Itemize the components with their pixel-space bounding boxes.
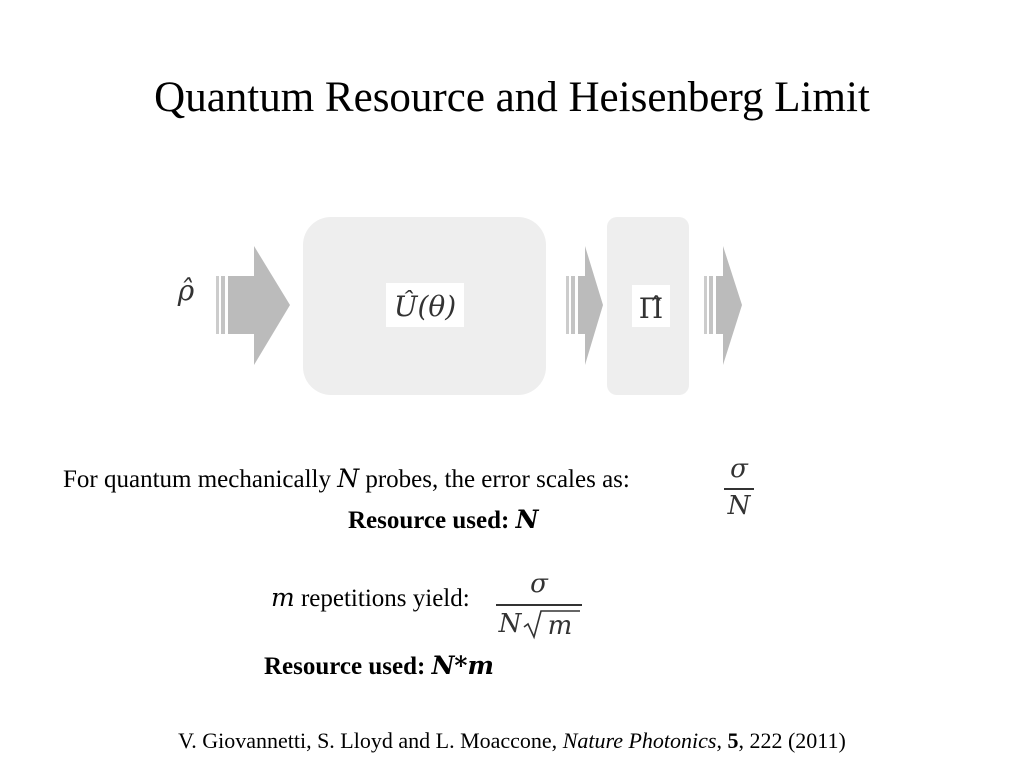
fraction-bar [724, 488, 754, 490]
citation-rest: , 222 (2011) [738, 728, 846, 753]
repetitions-suffix: repetitions yield: [294, 585, 470, 612]
fraction-numerator: σ [530, 569, 548, 599]
fraction-numerator: σ [730, 454, 748, 484]
repetitions-var: m [271, 583, 295, 612]
citation-sep: , [716, 728, 728, 753]
unitary-label: Û(θ) [393, 290, 457, 323]
resource-label: Resource used: [348, 507, 516, 534]
input-arrow [216, 246, 290, 365]
probe-count-var: N [337, 464, 360, 493]
fraction-denominator-m: m [547, 611, 573, 641]
measurement-label: Π̂ [638, 292, 664, 325]
fraction-denominator-n: N [498, 609, 522, 639]
resource-label: Resource used: [264, 653, 432, 680]
statement-prefix: For quantum mechanically [63, 466, 338, 493]
heisenberg-fraction [722, 454, 756, 524]
citation-authors: V. Giovannetti, S. Lloyd and L. Moaccone, [178, 728, 563, 753]
resource-value: N*m [431, 651, 494, 680]
resource-used-nm [264, 651, 494, 682]
repetitions-statement [271, 583, 470, 614]
middle-arrow [566, 246, 603, 365]
fraction-denominator: N [727, 491, 751, 521]
statement-suffix: probes, the error scales as: [359, 466, 630, 493]
citation [0, 727, 1024, 755]
citation-volume: 5 [727, 728, 739, 753]
resource-value: N [515, 505, 539, 534]
output-arrow [704, 246, 742, 365]
slide-title: Quantum Resource and Heisenberg Limit [154, 74, 870, 121]
resource-used-n [348, 505, 538, 536]
repetitions-fraction [494, 569, 584, 644]
citation-journal: Nature Photonics [562, 728, 717, 753]
input-state-label: ρ̂ [177, 274, 195, 307]
error-scaling-statement [63, 464, 630, 495]
